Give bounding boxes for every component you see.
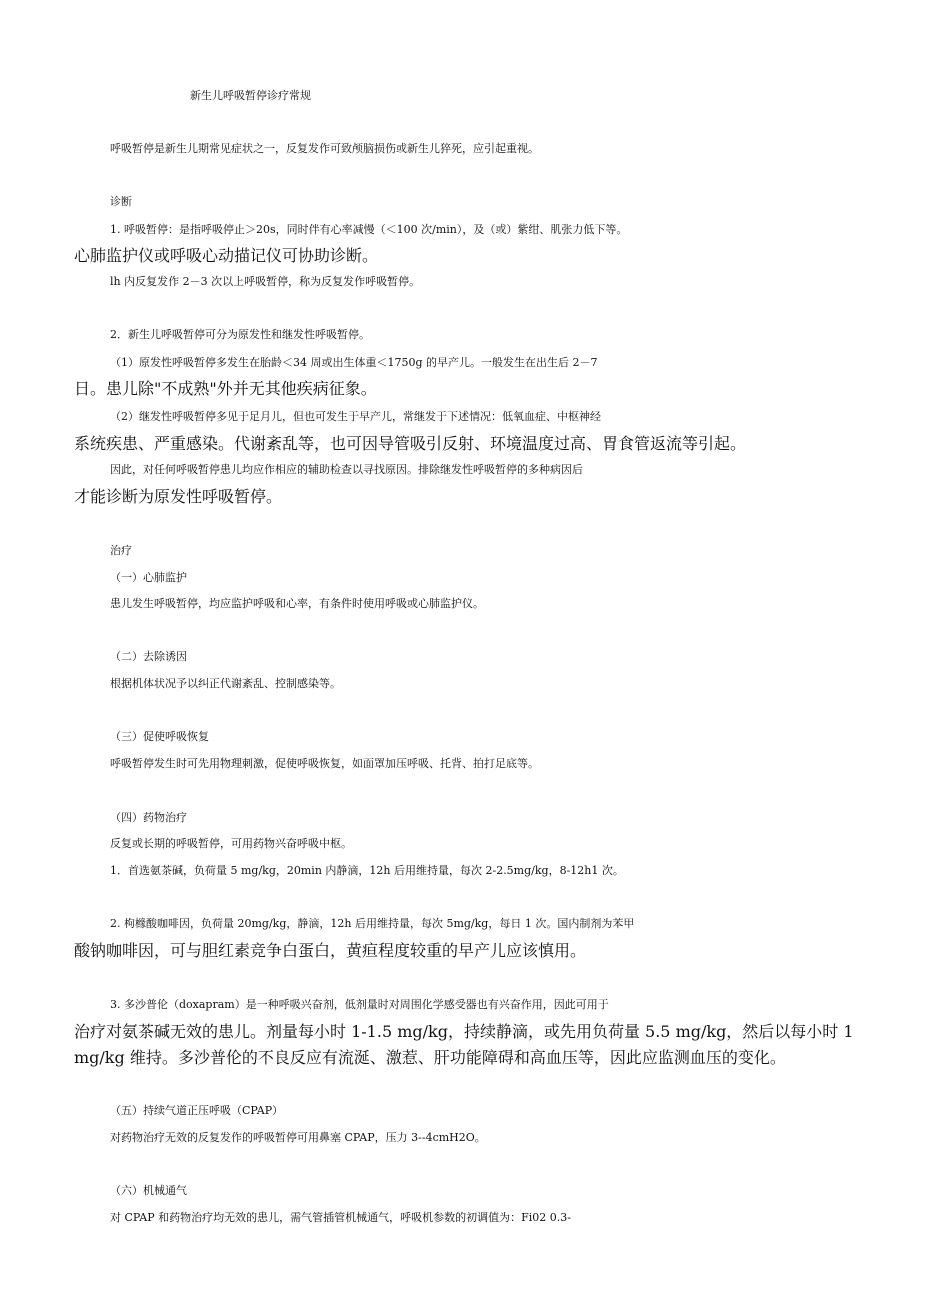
diagnosis-item-1-line-1: 1. 呼吸暂停：是指呼吸停止＞20s，同时伴有心率减慢（＜100 次/min），及（或）紫绀、肌张力低下等。 [110,223,628,236]
treatment-text-2: 根据机体状况予以纠正代谢紊乱、控制感染等。 [110,677,341,690]
intro-paragraph: 呼吸暂停是新生儿期常见症状之一，反复发作可致颅脑损伤或新生儿猝死，应引起重视。 [110,142,539,155]
secondary-apnea-line-2: 系统疾患、严重感染。代谢紊乱等，也可因导管吸引反射、环境温度过高、胃食管返流等引起。 [74,434,747,453]
secondary-apnea-line-1: （2）继发性呼吸暂停多见于足月儿，但也可发生于早产儿，常继发于下述情况：低氧血症、中枢神经 [110,410,601,423]
treatment-text-6: 对 CPAP 和药物治疗均无效的患儿，需气管插管机械通气，呼吸机参数的初调值为：Fi02 0.3- [110,1211,571,1224]
primary-apnea-line-2: 日。患儿除"不成熟"外并无其他疾病征象。 [74,379,377,398]
diagnosis-item-1-line-2: 心肺监护仪或呼吸心动描记仪可协助诊断。 [74,246,379,265]
section-heading-diagnosis: 诊断 [110,195,132,208]
drug-item-3-line-3: mg/kg 维持。多沙普伦的不良反应有流涎、激惹、肝功能障碍和高血压等，因此应监测血压的变化。 [74,1048,786,1067]
page-title: 新生儿呼吸暂停诊疗常规 [190,89,311,102]
diagnosis-conclusion-line-1: 因此，对任何呼吸暂停患儿均应作相应的辅助检查以寻找原因。排除继发性呼吸暂停的多种病因后 [110,463,583,476]
treatment-heading-2: （二）去除诱因 [110,650,187,663]
treatment-heading-6: （六）机械通气 [110,1184,187,1197]
drug-item-3-line-1: 3. 多沙普伦（doxapram）是一种呼吸兴奋剂，低剂量时对周围化学感受器也有兴奋作用，因此可用于 [110,998,609,1011]
diagnosis-item-1-line-3: lh 内反复发作 2－3 次以上呼吸暂停，称为反复发作呼吸暂停。 [110,275,421,288]
treatment-text-1: 患儿发生呼吸暂停，均应监护呼吸和心率，有条件时使用呼吸或心肺监护仪。 [110,597,484,610]
treatment-heading-5: （五）持续气道正压呼吸（CPAP） [110,1104,284,1117]
treatment-heading-3: （三）促使呼吸恢复 [110,730,209,743]
drug-item-3-line-2: 治疗对氨茶碱无效的患儿。剂量每小时 1-1.5 mg/kg，持续静滴，或先用负荷量 5.5 mg/kg，然后以每小时 1 [74,1022,854,1041]
section-heading-treatment: 治疗 [110,544,132,557]
drug-item-1: 1．首选氨茶碱，负荷量 5 mg/kg，20min 内静滴，12h 后用维持量，每次 2-2.5mg/kg，8-12h1 次。 [110,864,624,877]
diagnosis-item-2: 2．新生儿呼吸暂停可分为原发性和继发性呼吸暂停。 [110,328,370,341]
drug-item-2-line-2: 酸钠咖啡因，可与胆红素竞争白蛋白，黄疸程度较重的早产儿应该慎用。 [74,941,587,960]
treatment-heading-1: （一）心肺监护 [110,571,187,584]
treatment-text-4: 反复或长期的呼吸暂停，可用药物兴奋呼吸中枢。 [110,837,352,850]
primary-apnea-line-1: （1）原发性呼吸暂停多发生在胎龄＜34 周或出生体重＜1750g 的早产儿。一般发生在出生后 2－7 [110,356,598,369]
drug-item-2-line-1: 2. 枸橼酸咖啡因，负荷量 20mg/kg，静滴，12h 后用维持量，每次 5mg/kg，每日 1 次。国内制剂为苯甲 [110,917,635,930]
treatment-heading-4: （四）药物治疗 [110,811,187,824]
diagnosis-conclusion-line-2: 才能诊断为原发性呼吸暂停。 [74,487,283,506]
treatment-text-3: 呼吸暂停发生时可先用物理刺激，促使呼吸恢复，如面罩加压呼吸、托背、拍打足底等。 [110,757,539,770]
treatment-text-5: 对药物治疗无效的反复发作的呼吸暂停可用鼻塞 CPAP，压力 3--4cmH2O。 [110,1131,486,1144]
